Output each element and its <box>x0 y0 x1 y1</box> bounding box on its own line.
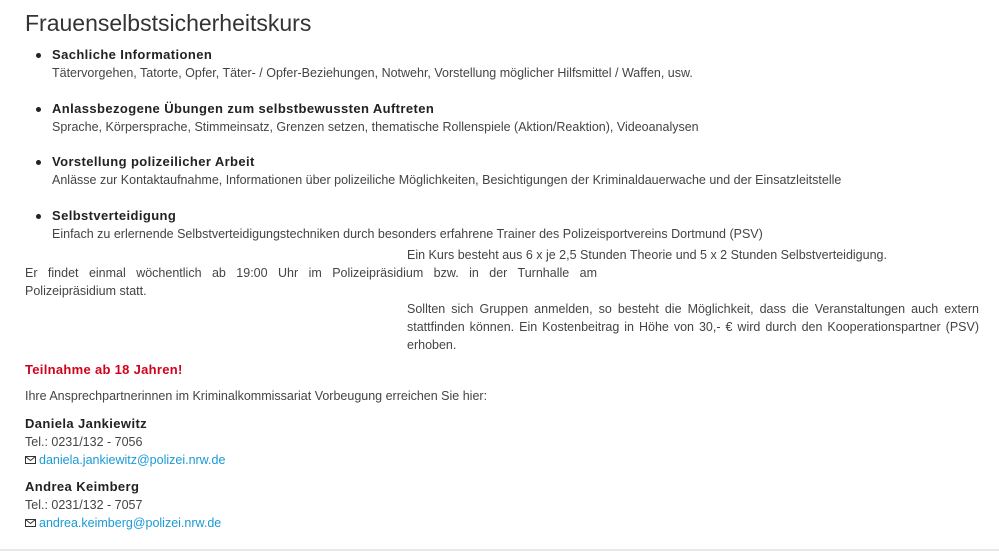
contact-phone: Tel.: 0231/132 - 7057 <box>25 498 143 512</box>
schedule-info: Er findet einmal wöchentlich ab 19:00 Uhr im Polizeipräsidium bzw. in der Turnhalle am Polizeipräsidium statt. <box>25 266 597 298</box>
topic-heading: Sachliche Informationen <box>52 47 213 62</box>
page-title: Frauenselbstsicherheitskurs <box>25 10 312 36</box>
mail-icon <box>25 519 36 527</box>
contact-card <box>25 414 225 469</box>
topic-description: Einfach zu erlernende Selbstverteidigungstechniken durch besonders erfahrene Trainer des Polizeisportvereins Dortmund (PSV) <box>52 226 763 241</box>
list-item <box>0 46 841 100</box>
contact-card <box>25 477 221 532</box>
topic-heading: Vorstellung polizeilicher Arbeit <box>52 154 255 169</box>
topic-heading: Anlassbezogene Übungen zum selbstbewussten Auftreten <box>52 100 435 116</box>
groups-info: Sollten sich Gruppen anmelden, so besteht die Möglichkeit, dass die Veranstaltungen auch extern stattfinden können. Ein Kostenbeitrag in Höhe von 30,- € wird durch den Kooperationspartner (PSV) erhoben. <box>407 302 979 352</box>
topic-description: Anlässe zur Kontaktaufnahme, Informationen über polizeiliche Möglichkeiten, Besichtigungen der Kriminaldauerwache und der Einsatzleitstelle <box>52 173 842 187</box>
contact-intro: Ihre Ansprechpartnerinnen im Kriminalkommissariat Vorbeugung erreichen Sie hier: <box>25 389 488 403</box>
list-item <box>0 153 841 207</box>
contact-name: Andrea Keimberg <box>25 479 140 494</box>
age-requirement: Teilnahme ab 18 Jahren! <box>25 362 183 377</box>
contact-email <box>25 514 221 532</box>
email-link[interactable]: daniela.jankiewitz@polizei.nrw.de <box>39 453 226 467</box>
contact-name: Daniela Jankiewitz <box>25 416 148 431</box>
course-info: Ein Kurs besteht aus 6 x je 2,5 Stunden Theorie und 5 x 2 Stunden Selbstverteidigung. <box>407 248 887 262</box>
mail-icon <box>25 456 36 464</box>
list-item <box>0 100 841 154</box>
email-link[interactable]: andrea.keimberg@polizei.nrw.de <box>39 516 222 530</box>
contact-email <box>25 451 225 469</box>
topic-heading: Selbstverteidigung <box>52 207 177 223</box>
topic-description: Sprache, Körpersprache, Stimmeinsatz, Grenzen setzen, thematische Rollenspiele (Aktion/Reaktion), Videoanalysen <box>52 119 699 134</box>
topic-list <box>0 46 841 260</box>
contact-phone: Tel.: 0231/132 - 7056 <box>25 435 143 449</box>
topic-description: Tätervorgehen, Tatorte, Opfer, Täter- / Opfer-Beziehungen, Notwehr, Vorstellung möglicher Hilfsmittel / Waffen, usw. <box>52 66 693 80</box>
